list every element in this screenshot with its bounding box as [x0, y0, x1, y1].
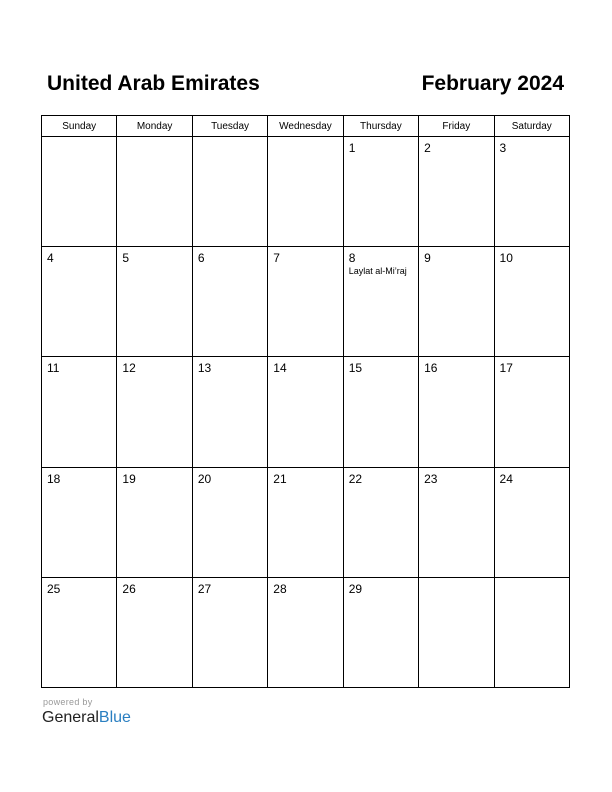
- day-number: [42, 137, 116, 141]
- weekday-sunday: Sunday: [42, 116, 117, 137]
- day-cell: [117, 137, 192, 247]
- day-number: 6: [197, 251, 205, 266]
- day-cell: [42, 137, 117, 247]
- day-cell: [268, 467, 343, 577]
- day-cell: [419, 577, 494, 687]
- day-cell: [192, 247, 267, 357]
- week-row-4: [42, 467, 570, 577]
- day-cell: [117, 577, 192, 687]
- day-cell: [192, 467, 267, 577]
- holiday-label: Laylat al-Mi’raj: [348, 266, 407, 277]
- weekday-saturday: Saturday: [494, 116, 569, 137]
- day-number: 7: [273, 251, 280, 266]
- day-number: [268, 137, 342, 141]
- day-number: 18: [47, 471, 61, 486]
- day-number: 13: [197, 361, 212, 376]
- day-number: 22: [348, 471, 363, 486]
- weekday-wednesday: Wednesday: [268, 116, 343, 137]
- day-cell: [494, 467, 569, 577]
- day-number: 17: [499, 361, 513, 376]
- day-number: 24: [499, 471, 513, 486]
- day-number: 8: [348, 251, 356, 266]
- weekday-thursday: Thursday: [343, 116, 418, 137]
- day-cell: [117, 467, 192, 577]
- day-cell: [343, 357, 418, 467]
- day-cell: [192, 577, 267, 687]
- country-title: United Arab Emirates: [47, 72, 260, 95]
- day-cell: [419, 357, 494, 467]
- day-number: 4: [47, 251, 54, 266]
- day-number: 2: [424, 141, 431, 155]
- day-number: 20: [197, 471, 212, 486]
- day-number: 21: [273, 471, 287, 486]
- day-cell: [268, 577, 343, 687]
- day-cell: [42, 247, 117, 357]
- powered-by-label: powered by: [43, 697, 93, 707]
- calendar-grid: [41, 115, 570, 688]
- day-number: 3: [499, 141, 507, 155]
- day-cell: [419, 247, 494, 357]
- day-cell: [268, 137, 343, 247]
- day-cell: [343, 247, 418, 357]
- weekday-friday: Friday: [419, 116, 494, 137]
- day-number: [419, 578, 493, 582]
- day-number: 23: [424, 471, 438, 486]
- day-number: 11: [47, 361, 60, 376]
- day-cell: [494, 247, 569, 357]
- day-number: 12: [122, 361, 136, 376]
- day-number: 28: [273, 581, 287, 596]
- day-number: [117, 137, 191, 141]
- weekday-header-row: [42, 116, 570, 137]
- day-cell: [117, 247, 192, 357]
- day-number: 14: [273, 361, 287, 376]
- day-number: 16: [424, 361, 438, 376]
- day-number: 10: [499, 251, 513, 266]
- day-cell: [42, 467, 117, 577]
- day-cell: [494, 137, 569, 247]
- brand-general-text: General: [42, 709, 99, 726]
- day-cell: [117, 357, 192, 467]
- day-number: 5: [122, 251, 130, 266]
- day-cell: [419, 137, 494, 247]
- week-row-1: [42, 137, 570, 247]
- brand-blue-text: Blue: [98, 709, 131, 726]
- day-cell: [192, 137, 267, 247]
- day-cell: [268, 247, 343, 357]
- day-cell: [343, 137, 418, 247]
- day-cell: [343, 467, 418, 577]
- day-cell: [42, 577, 117, 687]
- day-cell: [494, 577, 569, 687]
- day-number: 1: [348, 141, 356, 155]
- day-cell: [419, 467, 494, 577]
- day-cell: [343, 577, 418, 687]
- day-number: 15: [348, 361, 363, 376]
- day-number: 29: [348, 581, 363, 596]
- day-number: 19: [122, 471, 136, 486]
- day-number: 26: [122, 581, 136, 596]
- day-cell: [192, 357, 267, 467]
- day-number: 25: [47, 581, 61, 596]
- day-number: [193, 137, 267, 141]
- day-cell: [268, 357, 343, 467]
- weekday-tuesday: Tuesday: [192, 116, 267, 137]
- day-number: [495, 578, 569, 582]
- day-number: 9: [424, 251, 431, 266]
- day-cell: [494, 357, 569, 467]
- week-row-3: [42, 357, 570, 467]
- week-row-5: [42, 577, 570, 687]
- weekday-monday: Monday: [117, 116, 192, 137]
- month-year-title: February 2024: [421, 72, 564, 95]
- week-row-2: [42, 247, 570, 357]
- day-number: 27: [197, 581, 212, 596]
- day-cell: [42, 357, 117, 467]
- generalblue-logo: [42, 708, 131, 728]
